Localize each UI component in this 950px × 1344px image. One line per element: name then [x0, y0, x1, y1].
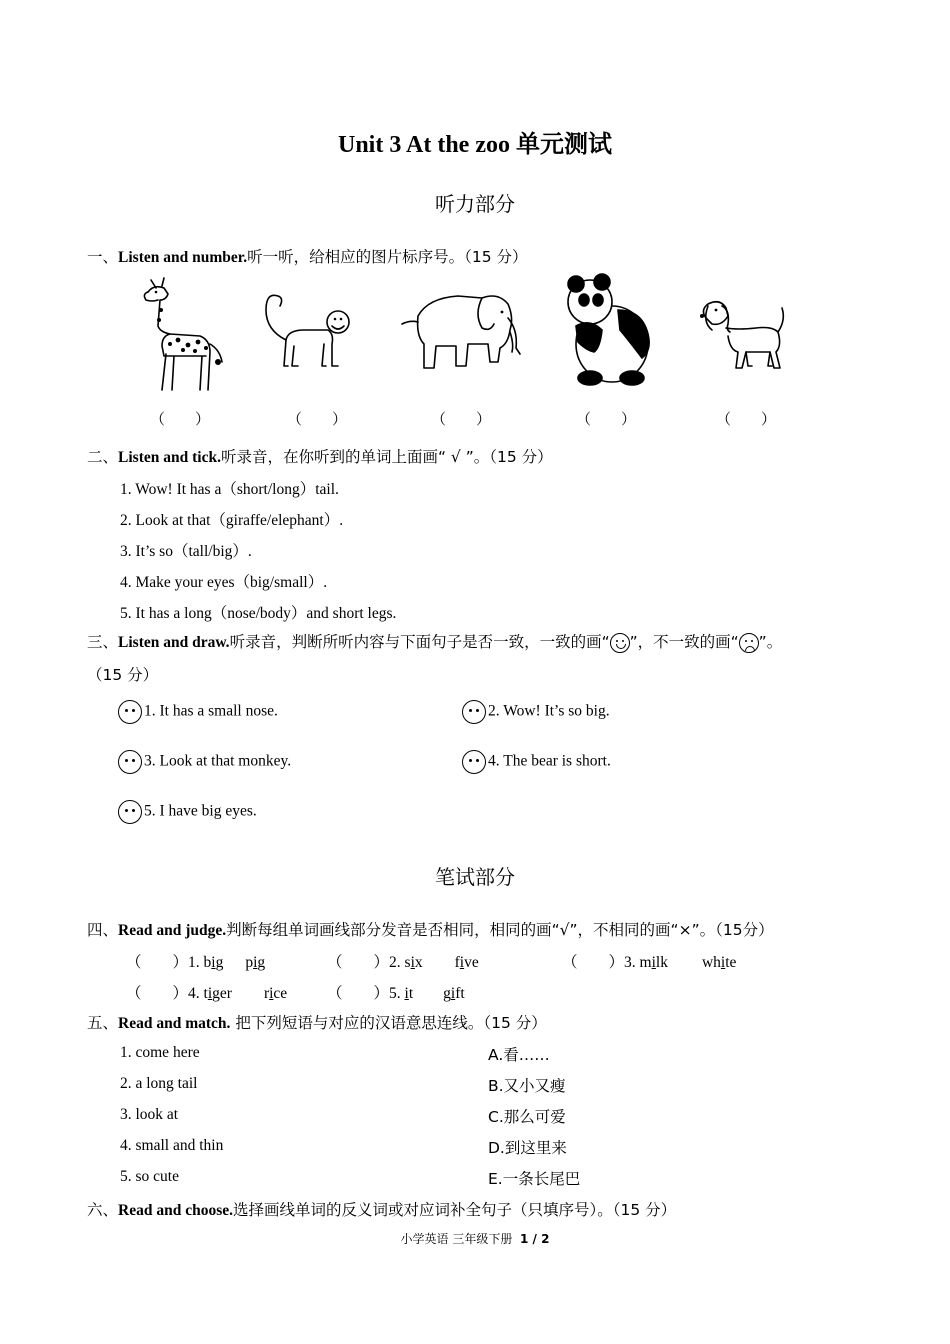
section-num: 四、 — [87, 921, 119, 939]
score-text: （15 分） — [87, 666, 159, 684]
list-item: 4. Make your eyes（big/small）. — [120, 574, 328, 591]
answer-blank[interactable]: （ ） — [562, 954, 625, 971]
section-3-score — [87, 663, 158, 685]
section-cn: ”，不一致的画“ — [629, 633, 739, 651]
section-en: Read and choose. — [118, 1202, 233, 1219]
section-cn: 听一听，给相应的图片标序号。（15 分） — [247, 248, 528, 266]
blank-face-icon[interactable] — [118, 700, 142, 724]
judge-item: （ ）1. big pig — [126, 954, 266, 971]
elephant-icon — [398, 270, 528, 395]
giraffe-icon — [118, 270, 236, 395]
match-right-item[interactable]: C.那么可爱 — [488, 1108, 566, 1126]
list-item — [118, 750, 291, 774]
answer-blank[interactable]: （ ） — [327, 954, 390, 971]
item-text: 3. Look at that monkey. — [144, 752, 292, 770]
section-en: Listen and draw. — [118, 634, 230, 651]
match-right-item[interactable]: D.到这里来 — [488, 1139, 567, 1157]
section-en: Listen and tick. — [118, 449, 221, 466]
page-title: Unit 3 At the zoo 单元测试 — [338, 132, 612, 158]
match-right-item[interactable]: A.看…… — [488, 1046, 550, 1064]
section-cn: 判断每组单词画线部分发音是否相同，相同的画“√”，不相同的画“×”。（15分） — [226, 921, 774, 939]
section-cn: 选择画线单词的反义词或对应词补全句子（只填序号）。（15 分） — [233, 1201, 677, 1219]
item-text: 2. Wow! It’s so big. — [488, 702, 610, 720]
panda-icon — [556, 270, 664, 395]
match-right-item[interactable]: B.又小又瘦 — [488, 1077, 566, 1095]
blank-face-icon[interactable] — [118, 800, 142, 824]
listening-part-heading: 听力部分 — [435, 192, 515, 216]
section-5-heading — [87, 1011, 547, 1033]
section-3-heading — [87, 630, 782, 653]
answer-blank[interactable]: （ ） — [287, 412, 348, 428]
blank-face-icon[interactable] — [462, 750, 486, 774]
sad-face-icon — [739, 633, 759, 653]
section-num: 六、 — [87, 1201, 119, 1219]
section-en: Read and match. — [118, 1015, 231, 1032]
answer-blank[interactable]: （ ） — [716, 412, 777, 428]
list-item: 2. Look at that（giraffe/elephant）. — [120, 512, 344, 529]
match-left-item[interactable]: 3. look at — [120, 1106, 179, 1123]
section-num: 一、 — [87, 248, 119, 266]
judge-item: （ ）4. tiger rice — [126, 985, 288, 1002]
blank-face-icon[interactable] — [118, 750, 142, 774]
section-cn: ”。 — [758, 633, 783, 651]
section-2-heading — [87, 445, 553, 467]
list-item — [462, 700, 610, 724]
match-left-item[interactable]: 4. small and thin — [120, 1137, 224, 1154]
item-text: 5. I have big eyes. — [144, 802, 257, 820]
list-item: 5. It has a long（nose/body）and short legs. — [120, 605, 397, 622]
judge-item: （ ）2. six five — [327, 954, 479, 971]
section-num: 五、 — [87, 1014, 119, 1032]
item-text: 1. It has a small nose. — [144, 702, 278, 720]
answer-blank[interactable]: （ ） — [576, 412, 637, 428]
section-en: Read and judge. — [118, 922, 227, 939]
monkey-icon — [258, 270, 358, 395]
answer-blank[interactable]: （ ） — [431, 412, 492, 428]
blank-face-icon[interactable] — [462, 700, 486, 724]
section-num: 二、 — [87, 448, 119, 466]
list-item: 3. It’s so（tall/big）. — [120, 543, 252, 560]
dog-icon — [686, 270, 798, 395]
section-cn: 听录音，在你听到的单词上面画“ √ ”。（15 分） — [220, 448, 553, 466]
section-cn: 听录音，判断所听内容与下面句子是否一致，一致的画“ — [229, 633, 610, 651]
footer-text: 小学英语 三年级下册 — [400, 1232, 513, 1246]
section-en: Listen and number. — [118, 249, 248, 266]
answer-blank[interactable]: （ ） — [327, 985, 390, 1002]
list-item: 1. Wow! It has a（short/long）tail. — [120, 481, 339, 498]
section-4-heading — [87, 918, 774, 940]
section-6-heading — [87, 1198, 676, 1220]
page-footer — [0, 1230, 950, 1247]
section-num: 三、 — [87, 633, 119, 651]
match-left-item[interactable]: 1. come here — [120, 1044, 200, 1061]
writing-part-heading: 笔试部分 — [435, 865, 515, 889]
answer-blank[interactable]: （ ） — [150, 412, 211, 428]
item-text: 4. The bear is short. — [488, 752, 611, 770]
answer-blank[interactable]: （ ） — [126, 985, 189, 1002]
match-right-item[interactable]: E.一条长尾巴 — [488, 1170, 581, 1188]
smiley-face-icon — [610, 633, 630, 653]
judge-item: （ ）3. milk white — [562, 954, 737, 971]
section-1-heading — [87, 245, 528, 267]
list-item — [462, 750, 611, 774]
answer-blank[interactable]: （ ） — [126, 954, 189, 971]
page-number: 1 / 2 — [520, 1232, 550, 1246]
section-cn: 把下列短语与对应的汉语意思连线。（15 分） — [230, 1014, 547, 1032]
match-left-item[interactable]: 2. a long tail — [120, 1075, 198, 1092]
match-left-item[interactable]: 5. so cute — [120, 1168, 179, 1185]
judge-item: （ ）5. it gift — [327, 985, 465, 1002]
list-item — [118, 700, 278, 724]
list-item — [118, 800, 257, 824]
